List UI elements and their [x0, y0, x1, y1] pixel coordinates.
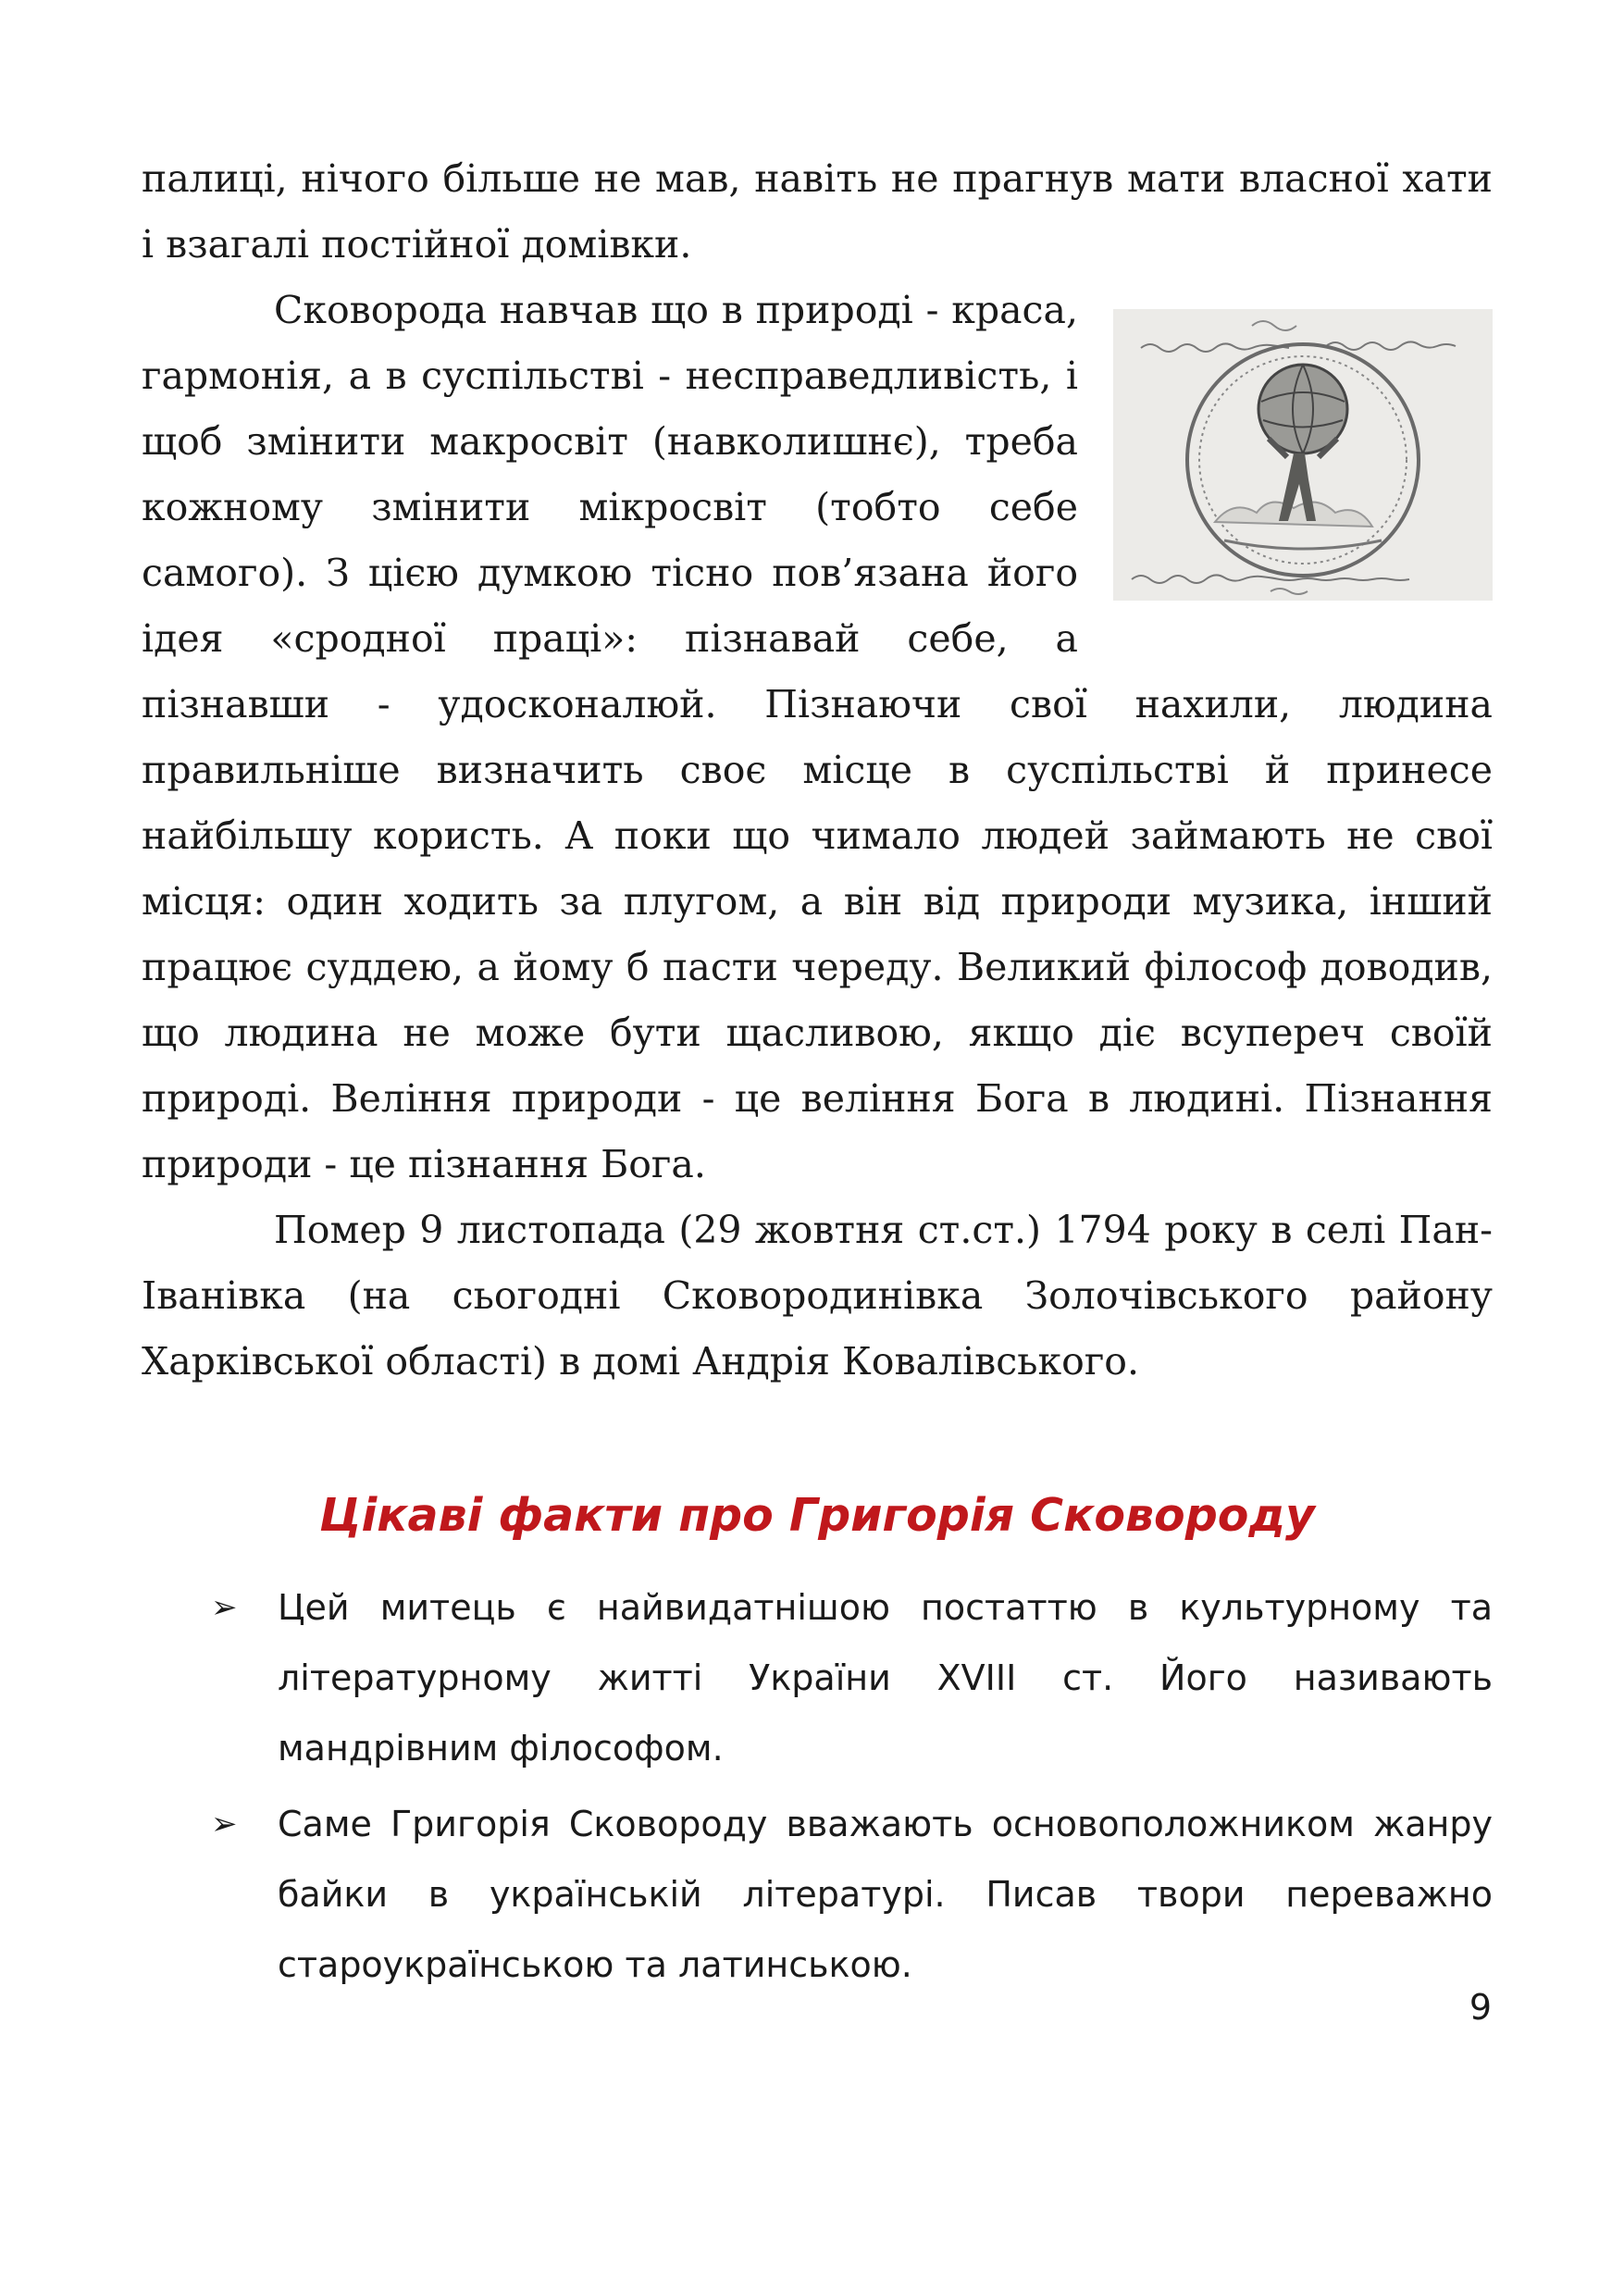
paragraph-3: Помер 9 листопада (29 жовтня ст.ст.) 1794 року в селі Пан-Іванівка (на сьогодні Сковородинівка Золочівського району Харківської області) в домі Андрія Ковалівського.	[142, 1208, 1493, 1384]
list-item	[142, 1572, 1493, 1783]
fact-text: Цей митець є найвидатнішою постаттю в культурному та літературному житті України XVIII ст. Його називають мандрівним філософом.	[278, 1587, 1493, 1769]
arrow-bullet-icon: ➢	[211, 1589, 238, 1626]
paragraph-2: Сковорода навчав що в природі - краса, гармонія, а в суспільстві - несправедливість, і щоб змінити макросвіт (навколишнє), треба кожному змінити мікросвіт (тобто себе самого). З цією думкою тісно пов’язана його ідея «сродної праці»: пізнавай себе, а пізнавши - удосконалюй. Пізнаючи свої нахили, людина правильніше визначить своє місце в суспільстві й принесе найбільшу користь. А поки що чимало людей займають не свої місця: один ходить за плугом, а він від природи музика, інший працює суддею, а йому б пасти череду. Великий філософ доводив, що людина не може бути щасливою, якщо діє всупереч своїй природі. Веління природи - це веління Бога в людині. Пізнання природи - це пізнання Бога.	[142, 288, 1493, 1186]
list-item	[142, 1789, 1493, 2000]
arrow-bullet-icon: ➢	[211, 1806, 238, 1843]
facts-list	[142, 1572, 1493, 2000]
section-title: Цікаві факти про Григорія Сковороду	[319, 1489, 1315, 1542]
emblem-image	[1113, 309, 1493, 601]
page-number: 9	[1469, 1987, 1492, 2028]
page-content	[142, 146, 1493, 2005]
fact-text: Саме Григорія Сковороду вважають основоположником жанру байки в українській літературі. Писав твори переважно староукраїнською та латинською.	[278, 1804, 1493, 1985]
atlas-emblem-icon	[1113, 309, 1493, 601]
paragraph-1: палиці, нічого більше не мав, навіть не прагнув мати власної хати і взагалі постійної домівки.	[142, 156, 1493, 267]
